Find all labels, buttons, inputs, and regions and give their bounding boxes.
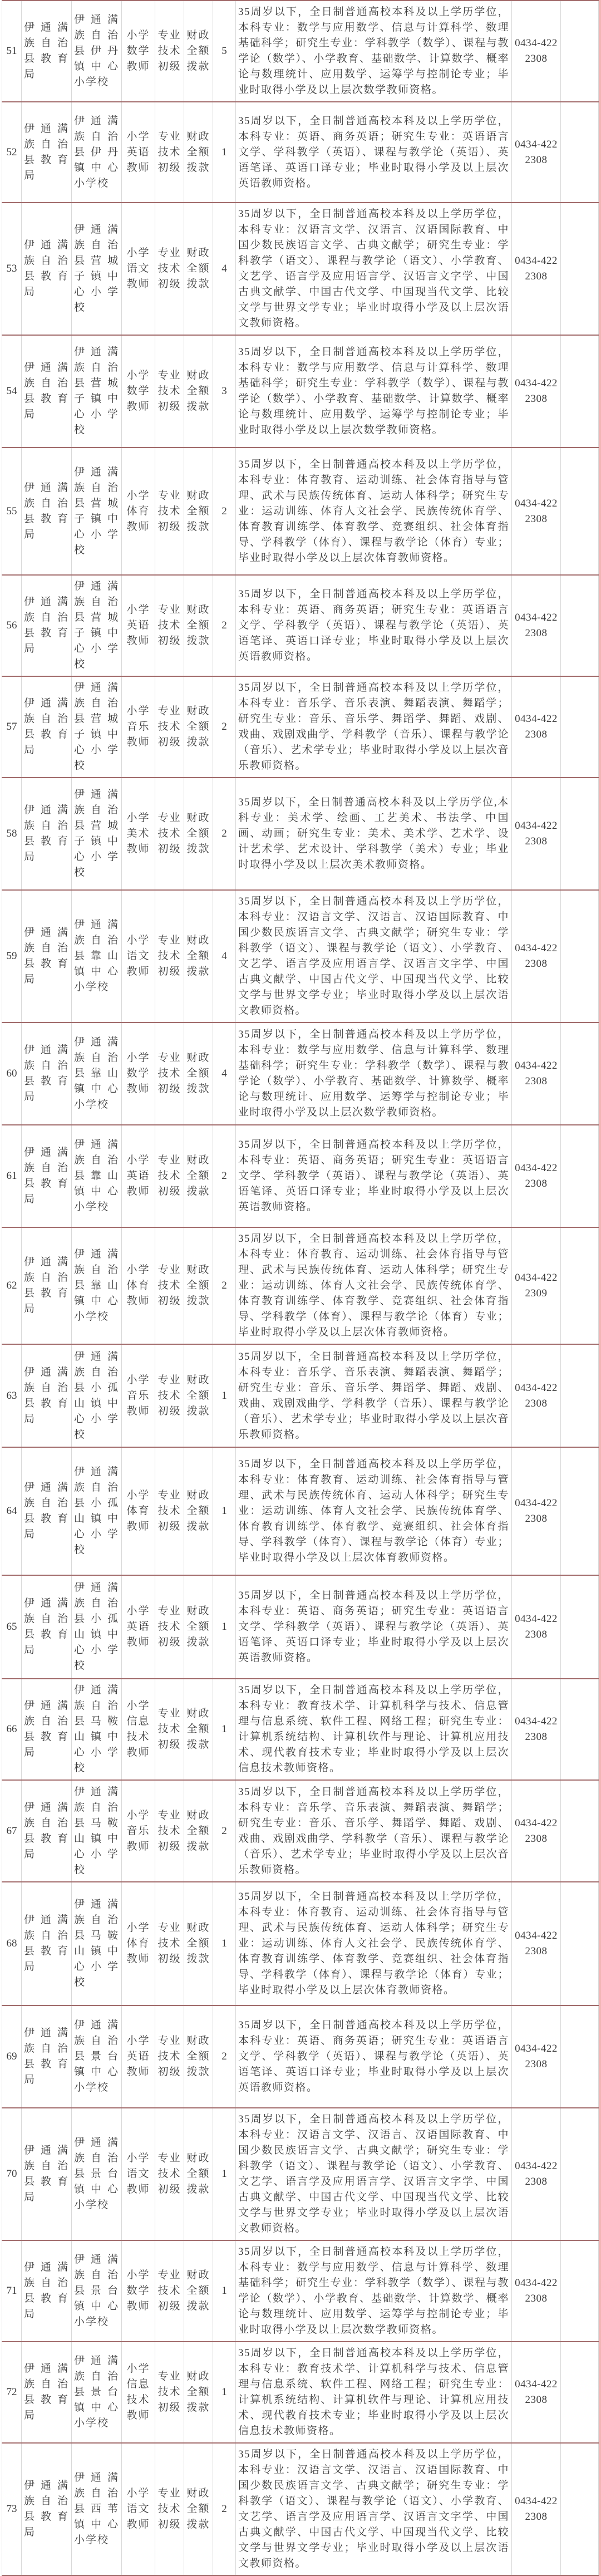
position-cell: 小学英语教师 xyxy=(122,2005,155,2108)
row-number-cell: 69 xyxy=(2,2005,22,2108)
remark-cell xyxy=(561,575,599,676)
headcount-cell: 2 xyxy=(213,778,236,890)
table-row xyxy=(2,1447,599,1575)
row-number-cell: 60 xyxy=(2,1022,22,1125)
remark-cell xyxy=(561,1780,599,1882)
requirements-cell: 35周岁以下，全日制普通高校本科及以上学历学位，本科专业：音乐学、音乐表演、舞蹈表演、舞蹈学；研究生专业：音乐、音乐学、舞蹈学、舞蹈、戏剧、戏曲、戏剧戏曲学、学科教学（音乐）、课程与教学论（音乐）、艺术学专业；毕业时取得小学及以上层次音乐教师资格。 xyxy=(236,1780,512,1882)
table-row xyxy=(2,1575,599,1679)
headcount-cell: 2 xyxy=(213,575,236,676)
row-number-cell: 65 xyxy=(2,1575,22,1679)
contact-phone-cell: 0434-4222308 xyxy=(512,2342,561,2443)
headcount-cell: 2 xyxy=(213,1780,236,1882)
employer-cell: 伊通满族自治县教育局 xyxy=(22,102,72,203)
job-category-cell: 专业技术初级 xyxy=(155,676,184,778)
table-row xyxy=(2,1344,599,1447)
funding-source-cell: 财政全额拨款 xyxy=(184,203,213,335)
job-category-cell: 专业技术初级 xyxy=(155,2443,184,2575)
job-category-cell: 专业技术初级 xyxy=(155,1,184,102)
job-category-cell: 专业技术初级 xyxy=(155,2005,184,2108)
school-cell: 伊通满族自治县景台镇中心小学校 xyxy=(72,2342,122,2443)
contact-phone-cell: 0434-4222308 xyxy=(512,203,561,335)
employer-cell: 伊通满族自治县教育局 xyxy=(22,2108,72,2240)
job-category-cell: 专业技术初级 xyxy=(155,1344,184,1447)
employer-cell: 伊通满族自治县教育局 xyxy=(22,1344,72,1447)
school-cell: 伊通满族自治县营城子镇中心小学校 xyxy=(72,575,122,676)
position-cell: 小学数学教师 xyxy=(122,2240,155,2342)
requirements-cell: 35周岁以下，全日制普通高校本科及以上学历学位，本科专业：体育教育、运动训练、社会体育指导与管理、武术与民族传统体育、运动人体科学；研究生专业：运动训练、体育人文社会学、民族传统体育学、体育教育训练学、体育教学、竞赛组织、社会体育指导、学科教学（体育）、课程与教学论（体育）专业；毕业时取得小学及以上层次体育教师资格。 xyxy=(236,1882,512,2005)
funding-source-cell: 财政全额拨款 xyxy=(184,1022,213,1125)
position-cell: 小学体育教师 xyxy=(122,1882,155,2005)
employer-cell: 伊通满族自治县教育局 xyxy=(22,1882,72,2005)
position-cell: 小学体育教师 xyxy=(122,448,155,575)
funding-source-cell: 财政全额拨款 xyxy=(184,2342,213,2443)
remark-cell xyxy=(561,2108,599,2240)
employer-cell: 伊通满族自治县教育局 xyxy=(22,1447,72,1575)
headcount-cell: 3 xyxy=(213,335,236,448)
requirements-cell: 35周岁以下，全日制普通高校本科及以上学历学位，本科专业：体育教育、运动训练、社会体育指导与管理、武术与民族传统体育、运动人体科学；研究生专业：运动训练、体育人文社会学、民族传统体育学、体育教育训练学、体育教学、竞赛组织、社会体育指导、学科教学（体育）、课程与教学论（体育）专业；毕业时取得小学及以上层次体育教师资格。 xyxy=(236,448,512,575)
remark-cell xyxy=(561,102,599,203)
position-cell: 小学英语教师 xyxy=(122,102,155,203)
contact-phone-cell: 0434-4222308 xyxy=(512,1447,561,1575)
school-cell: 伊通满族自治县景台镇中心小学校 xyxy=(72,2005,122,2108)
remark-cell xyxy=(561,1227,599,1344)
school-cell: 伊通满族自治县靠山镇中心小学校 xyxy=(72,890,122,1022)
school-cell: 伊通满族自治县小孤山镇中心小学校 xyxy=(72,1344,122,1447)
contact-phone-cell: 0434-4222308 xyxy=(512,1344,561,1447)
row-number-cell: 64 xyxy=(2,1447,22,1575)
recruitment-positions-table xyxy=(2,0,599,2576)
employer-cell: 伊通满族自治县教育局 xyxy=(22,890,72,1022)
remark-cell xyxy=(561,1344,599,1447)
headcount-cell: 1 xyxy=(213,1575,236,1679)
headcount-cell: 1 xyxy=(213,102,236,203)
table-body xyxy=(2,1,599,2575)
row-number-cell: 68 xyxy=(2,1882,22,2005)
job-category-cell: 专业技术初级 xyxy=(155,102,184,203)
school-cell: 伊通满族自治县西苇镇中心小学校 xyxy=(72,2443,122,2575)
requirements-cell: 35周岁以下，全日制普通高校本科及以上学历学位，本科专业：汉语言文学、汉语言、汉语国际教育、中国少数民族语言文学、古典文献学；研究生专业：学科教学（语文）、课程与教学论（语文）、小学教育、文艺学、语言学及应用语言学、汉语言文字学、中国古典文献学、中国古代文学、中国现当代文学、比较文学与世界文学专业；毕业时取得小学及以上层次语文教师资格。 xyxy=(236,2108,512,2240)
headcount-cell: 2 xyxy=(213,2443,236,2575)
table-row xyxy=(2,2443,599,2575)
requirements-cell: 35周岁以下，全日制普通高校本科及以上学历学位，本科专业：体育教育、运动训练、社会体育指导与管理、武术与民族传统体育、运动人体科学；研究生专业：运动训练、体育人文社会学、民族传统体育学、体育教育训练学、体育教学、竞赛组织、社会体育指导、学科教学（体育）、课程与教学论（体育）专业；毕业时取得小学及以上层次体育教师资格。 xyxy=(236,1447,512,1575)
contact-phone-cell: 0434-4222308 xyxy=(512,1575,561,1679)
job-category-cell: 专业技术初级 xyxy=(155,1780,184,1882)
requirements-cell: 35周岁以下，全日制普通高校本科及以上学历学位，本科专业：英语、商务英语；研究生专业：英语语言文学、学科教学（英语）、课程与教学论（英语）、英语笔译、英语口译专业；毕业时取得小学及以上层次英语教师资格。 xyxy=(236,1125,512,1227)
table-row xyxy=(2,2005,599,2108)
employer-cell: 伊通满族自治县教育局 xyxy=(22,1125,72,1227)
employer-cell: 伊通满族自治县教育局 xyxy=(22,1022,72,1125)
position-cell: 小学音乐教师 xyxy=(122,1344,155,1447)
row-number-cell: 54 xyxy=(2,335,22,448)
position-cell: 小学信息技术教师 xyxy=(122,1679,155,1780)
table-row xyxy=(2,1679,599,1780)
school-cell: 伊通满族自治县伊丹镇中心小学校 xyxy=(72,1,122,102)
funding-source-cell: 财政全额拨款 xyxy=(184,676,213,778)
requirements-cell: 35周岁以下，全日制普通高校本科及以上学历学位，本科专业：音乐学、音乐表演、舞蹈表演、舞蹈学；研究生专业：音乐、音乐学、舞蹈学、舞蹈、戏剧、戏曲、戏剧戏曲学、学科教学（音乐）、课程与教学论（音乐）、艺术学专业；毕业时取得小学及以上层次音乐教师资格。 xyxy=(236,1344,512,1447)
headcount-cell: 1 xyxy=(213,1344,236,1447)
requirements-cell: 35周岁以下，全日制普通高校本科及以上学历学位，本科专业：汉语言文学、汉语言、汉语国际教育、中国少数民族语言文学、古典文献学；研究生专业：学科教学（语文）、课程与教学论（语文）、小学教育、文艺学、语言学及应用语言学、汉语言文字学、中国古典文献学、中国古代文学、中国现当代文学、比较文学与世界文学专业；毕业时取得小学及以上层次语文教师资格。 xyxy=(236,2443,512,2575)
contact-phone-cell: 0434-4222308 xyxy=(512,2005,561,2108)
table-row xyxy=(2,203,599,335)
row-number-cell: 52 xyxy=(2,102,22,203)
funding-source-cell: 财政全额拨款 xyxy=(184,778,213,890)
table-row xyxy=(2,1882,599,2005)
table-row xyxy=(2,1,599,102)
row-number-cell: 66 xyxy=(2,1679,22,1780)
position-cell: 小学语文教师 xyxy=(122,2108,155,2240)
requirements-cell: 35周岁以下，全日制普通高校本科及以上学历学位，本科专业：数学与应用数学、信息与计算科学、数理基础科学；研究生专业：学科教学（数学）、课程与教学论（数学）、小学教育、基础数学、计算数学、概率论与数理统计、应用数学、运筹学与控制论专业；毕业时取得小学及以上层次数学教师资格。 xyxy=(236,1,512,102)
headcount-cell: 2 xyxy=(213,676,236,778)
school-cell: 伊通满族自治县营城子镇中心小学校 xyxy=(72,778,122,890)
contact-phone-cell: 0434-4222309 xyxy=(512,1227,561,1344)
row-number-cell: 57 xyxy=(2,676,22,778)
row-number-cell: 51 xyxy=(2,1,22,102)
job-category-cell: 专业技术初级 xyxy=(155,335,184,448)
requirements-cell: 35周岁以下，全日制普通高校本科及以上学历学位，本科专业：数学与应用数学、信息与计算科学、数理基础科学；研究生专业：学科教学（数学）、课程与教学论（数学）、小学教育、基础数学、计算数学、概率论与数理统计、应用数学、运筹学与控制论专业；毕业时取得小学及以上层次数学教师资格。 xyxy=(236,2240,512,2342)
remark-cell xyxy=(561,2342,599,2443)
headcount-cell: 1 xyxy=(213,2108,236,2240)
funding-source-cell: 财政全额拨款 xyxy=(184,1679,213,1780)
table-row xyxy=(2,2108,599,2240)
funding-source-cell: 财政全额拨款 xyxy=(184,2443,213,2575)
job-category-cell: 专业技术初级 xyxy=(155,1227,184,1344)
contact-phone-cell: 0434-4222308 xyxy=(512,2443,561,2575)
table-row xyxy=(2,1022,599,1125)
remark-cell xyxy=(561,448,599,575)
remark-cell xyxy=(561,890,599,1022)
headcount-cell: 1 xyxy=(213,1447,236,1575)
employer-cell: 伊通满族自治县教育局 xyxy=(22,2342,72,2443)
remark-cell xyxy=(561,1,599,102)
school-cell: 伊通满族自治县马鞍山镇中心小学校 xyxy=(72,1882,122,2005)
requirements-cell: 35周岁以下，全日制普通高校本科及以上学历学位,本科专业：美术学、绘画、工艺美术、书法学、中国画、动画；研究生专业：美术、美术学、艺术学、设计艺术学、艺术设计、学科教学（美术）专业；毕业时取得小学及以上层次美术教师资格。 xyxy=(236,778,512,890)
employer-cell: 伊通满族自治县教育局 xyxy=(22,2443,72,2575)
funding-source-cell: 财政全额拨款 xyxy=(184,448,213,575)
contact-phone-cell: 0434-4222308 xyxy=(512,102,561,203)
requirements-cell: 35周岁以下，全日制普通高校本科及以上学历学位，本科专业：英语、商务英语；研究生专业：英语语言文学、学科教学（英语）、课程与教学论（英语）、英语笔译、英语口译专业；毕业时取得小学及以上层次英语教师资格。 xyxy=(236,575,512,676)
row-number-cell: 56 xyxy=(2,575,22,676)
employer-cell: 伊通满族自治县教育局 xyxy=(22,1575,72,1679)
headcount-cell: 1 xyxy=(213,2240,236,2342)
contact-phone-cell: 0434-4222308 xyxy=(512,890,561,1022)
employer-cell: 伊通满族自治县教育局 xyxy=(22,778,72,890)
row-number-cell: 59 xyxy=(2,890,22,1022)
remark-cell xyxy=(561,2005,599,2108)
row-number-cell: 73 xyxy=(2,2443,22,2575)
school-cell: 伊通满族自治县小孤山镇中心小学校 xyxy=(72,1447,122,1575)
table-row xyxy=(2,778,599,890)
job-category-cell: 专业技术初级 xyxy=(155,778,184,890)
table-row xyxy=(2,1125,599,1227)
school-cell: 伊通满族自治县靠山镇中心小学校 xyxy=(72,1227,122,1344)
funding-source-cell: 财政全额拨款 xyxy=(184,2005,213,2108)
headcount-cell: 2 xyxy=(213,448,236,575)
employer-cell: 伊通满族自治县教育局 xyxy=(22,1679,72,1780)
employer-cell: 伊通满族自治县教育局 xyxy=(22,575,72,676)
school-cell: 伊通满族自治县景台镇中心小学校 xyxy=(72,2240,122,2342)
row-number-cell: 55 xyxy=(2,448,22,575)
position-cell: 小学数学教师 xyxy=(122,1,155,102)
position-cell: 小学信息技术教师 xyxy=(122,2342,155,2443)
employer-cell: 伊通满族自治县教育局 xyxy=(22,335,72,448)
position-cell: 小学数学教师 xyxy=(122,1022,155,1125)
contact-phone-cell: 0434-4222308 xyxy=(512,1022,561,1125)
position-cell: 小学体育教师 xyxy=(122,1227,155,1344)
funding-source-cell: 财政全额拨款 xyxy=(184,575,213,676)
row-number-cell: 63 xyxy=(2,1344,22,1447)
table-row xyxy=(2,448,599,575)
job-category-cell: 专业技术初级 xyxy=(155,890,184,1022)
row-number-cell: 67 xyxy=(2,1780,22,1882)
position-cell: 小学语文教师 xyxy=(122,2443,155,2575)
remark-cell xyxy=(561,676,599,778)
headcount-cell: 2 xyxy=(213,1227,236,1344)
contact-phone-cell: 0434-4222308 xyxy=(512,1,561,102)
table-row xyxy=(2,335,599,448)
contact-phone-cell: 0434-4222308 xyxy=(512,335,561,448)
remark-cell xyxy=(561,203,599,335)
position-cell: 小学英语教师 xyxy=(122,1575,155,1679)
funding-source-cell: 财政全额拨款 xyxy=(184,102,213,203)
requirements-cell: 35周岁以下，全日制普通高校本科及以上学历学位，本科专业：英语、商务英语；研究生专业：英语语言文学、学科教学（英语）、课程与教学论（英语）、英语笔译、英语口译专业；毕业时取得小学及以上层次英语教师资格。 xyxy=(236,102,512,203)
requirements-cell: 35周岁以下，全日制普通高校本科及以上学历学位，本科专业：音乐学、音乐表演、舞蹈表演、舞蹈学；研究生专业：音乐、音乐学、舞蹈学、舞蹈、戏剧、戏曲、戏剧戏曲学、学科教学（音乐）、课程与教学论（音乐）、艺术学专业；毕业时取得小学及以上层次音乐教师资格。 xyxy=(236,676,512,778)
table-row xyxy=(2,1227,599,1344)
contact-phone-cell: 0434-4222308 xyxy=(512,778,561,890)
employer-cell: 伊通满族自治县教育局 xyxy=(22,448,72,575)
remark-cell xyxy=(561,2240,599,2342)
employer-cell: 伊通满族自治县教育局 xyxy=(22,2240,72,2342)
funding-source-cell: 财政全额拨款 xyxy=(184,2240,213,2342)
headcount-cell: 1 xyxy=(213,1882,236,2005)
contact-phone-cell: 0434-4222308 xyxy=(512,448,561,575)
funding-source-cell: 财政全额拨款 xyxy=(184,1,213,102)
requirements-cell: 35周岁以下，全日制普通高校本科及以上学历学位，本科专业：教育技术学、计算机科学与技术、信息管理与信息系统、软件工程、网络工程；研究生专业：计算机系统结构、计算机软件与理论、计算机应用技术、现代教育技术专业；毕业时取得小学及以上层次信息技术教师资格。 xyxy=(236,1679,512,1780)
funding-source-cell: 财政全额拨款 xyxy=(184,1780,213,1882)
job-category-cell: 专业技术初级 xyxy=(155,1882,184,2005)
employer-cell: 伊通满族自治县教育局 xyxy=(22,203,72,335)
contact-phone-cell: 0434-4222308 xyxy=(512,1125,561,1227)
job-category-cell: 专业技术初级 xyxy=(155,1022,184,1125)
table-row xyxy=(2,676,599,778)
contact-phone-cell: 0434-4222308 xyxy=(512,2108,561,2240)
job-category-cell: 专业技术初级 xyxy=(155,203,184,335)
row-number-cell: 72 xyxy=(2,2342,22,2443)
contact-phone-cell: 0434-4222308 xyxy=(512,1780,561,1882)
job-category-cell: 专业技术初级 xyxy=(155,2108,184,2240)
funding-source-cell: 财政全额拨款 xyxy=(184,890,213,1022)
position-cell: 小学语文教师 xyxy=(122,203,155,335)
headcount-cell: 1 xyxy=(213,2342,236,2443)
job-category-cell: 专业技术初级 xyxy=(155,575,184,676)
school-cell: 伊通满族自治县营城子镇中心小学校 xyxy=(72,203,122,335)
funding-source-cell: 财政全额拨款 xyxy=(184,1882,213,2005)
school-cell: 伊通满族自治县营城子镇中心小学校 xyxy=(72,335,122,448)
headcount-cell: 4 xyxy=(213,203,236,335)
funding-source-cell: 财政全额拨款 xyxy=(184,1447,213,1575)
table-row xyxy=(2,890,599,1022)
employer-cell: 伊通满族自治县教育局 xyxy=(22,2005,72,2108)
table-row xyxy=(2,2240,599,2342)
position-cell: 小学音乐教师 xyxy=(122,1780,155,1882)
requirements-cell: 35周岁以下，全日制普通高校本科及以上学历学位，本科专业：教育技术学、计算机科学与技术、信息管理与信息系统、软件工程、网络工程；研究生专业：计算机系统结构、计算机软件与理论、计算机应用技术、现代教育技术专业；毕业时取得小学及以上层次信息技术教师资格。 xyxy=(236,2342,512,2443)
position-cell: 小学英语教师 xyxy=(122,575,155,676)
remark-cell xyxy=(561,1882,599,2005)
row-number-cell: 70 xyxy=(2,2108,22,2240)
requirements-cell: 35周岁以下，全日制普通高校本科及以上学历学位，本科专业：数学与应用数学、信息与计算科学、数理基础科学；研究生专业：学科教学（数学）、课程与教学论（数学）、小学教育、基础数学、计算数学、概率论与数理统计、应用数学、运筹学与控制论专业；毕业时取得小学及以上层次数学教师资格。 xyxy=(236,335,512,448)
employer-cell: 伊通满族自治县教育局 xyxy=(22,676,72,778)
job-category-cell: 专业技术初级 xyxy=(155,2342,184,2443)
job-category-cell: 专业技术初级 xyxy=(155,2240,184,2342)
job-category-cell: 专业技术初级 xyxy=(155,1447,184,1575)
row-number-cell: 53 xyxy=(2,203,22,335)
position-cell: 小学数学教师 xyxy=(122,335,155,448)
table-row xyxy=(2,575,599,676)
school-cell: 伊通满族自治县景台镇中心小学校 xyxy=(72,2108,122,2240)
requirements-cell: 35周岁以下，全日制普通高校本科及以上学历学位，本科专业：英语、商务英语；研究生专业：英语语言文学、学科教学（英语）、课程与教学论（英语）、英语笔译、英语口译专业；毕业时取得小学及以上层次英语教师资格。 xyxy=(236,2005,512,2108)
school-cell: 伊通满族自治县营城子镇中心小学校 xyxy=(72,448,122,575)
school-cell: 伊通满族自治县小孤山镇中心小学校 xyxy=(72,1575,122,1679)
headcount-cell: 4 xyxy=(213,890,236,1022)
headcount-cell: 2 xyxy=(213,2005,236,2108)
school-cell: 伊通满族自治县伊丹镇中心小学校 xyxy=(72,102,122,203)
remark-cell xyxy=(561,1022,599,1125)
table-row xyxy=(2,2342,599,2443)
remark-cell xyxy=(561,1125,599,1227)
remark-cell xyxy=(561,778,599,890)
position-cell: 小学体育教师 xyxy=(122,1447,155,1575)
row-number-cell: 71 xyxy=(2,2240,22,2342)
table-row xyxy=(2,1780,599,1882)
headcount-cell: 5 xyxy=(213,1,236,102)
job-category-cell: 专业技术初级 xyxy=(155,1125,184,1227)
headcount-cell: 4 xyxy=(213,1022,236,1125)
headcount-cell: 2 xyxy=(213,1125,236,1227)
contact-phone-cell: 0434-4222308 xyxy=(512,1679,561,1780)
job-category-cell: 专业技术初级 xyxy=(155,448,184,575)
requirements-cell: 35周岁以下，全日制普通高校本科及以上学历学位，本科专业：数学与应用数学、信息与计算科学、数理基础科学；研究生专业：学科教学（数学）、课程与教学论（数学）、小学教育、基础数学、计算数学、概率论与数理统计、应用数学、运筹学与控制论专业；毕业时取得小学及以上层次数学教师资格。 xyxy=(236,1022,512,1125)
school-cell: 伊通满族自治县靠山镇中心小学校 xyxy=(72,1125,122,1227)
row-number-cell: 58 xyxy=(2,778,22,890)
contact-phone-cell: 0434-4222308 xyxy=(512,1882,561,2005)
row-number-cell: 61 xyxy=(2,1125,22,1227)
requirements-cell: 35周岁以下，全日制普通高校本科及以上学历学位，本科专业：英语、商务英语；研究生专业：英语语言文学、学科教学（英语）、课程与教学论（英语）、英语笔译、英语口译专业；毕业时取得小学及以上层次英语教师资格。 xyxy=(236,1575,512,1679)
contact-phone-cell: 0434-4222308 xyxy=(512,676,561,778)
remark-cell xyxy=(561,1575,599,1679)
contact-phone-cell: 0434-4222308 xyxy=(512,2240,561,2342)
school-cell: 伊通满族自治县靠山镇中心小学校 xyxy=(72,1022,122,1125)
employer-cell: 伊通满族自治县教育局 xyxy=(22,1,72,102)
remark-cell xyxy=(561,335,599,448)
requirements-cell: 35周岁以下，全日制普通高校本科及以上学历学位，本科专业：体育教育、运动训练、社会体育指导与管理、武术与民族传统体育、运动人体科学；研究生专业：运动训练、体育人文社会学、民族传统体育学、体育教育训练学、体育教学、竞赛组织、社会体育指导、学科教学（体育）、课程与教学论（体育）专业；毕业时取得小学及以上层次体育教师资格。 xyxy=(236,1227,512,1344)
funding-source-cell: 财政全额拨款 xyxy=(184,1125,213,1227)
funding-source-cell: 财政全额拨款 xyxy=(184,335,213,448)
job-category-cell: 专业技术初级 xyxy=(155,1679,184,1780)
employer-cell: 伊通满族自治县教育局 xyxy=(22,1227,72,1344)
headcount-cell: 1 xyxy=(213,1679,236,1780)
position-cell: 小学音乐教师 xyxy=(122,676,155,778)
remark-cell xyxy=(561,2443,599,2575)
position-cell: 小学语文教师 xyxy=(122,890,155,1022)
job-category-cell: 专业技术初级 xyxy=(155,1575,184,1679)
funding-source-cell: 财政全额拨款 xyxy=(184,2108,213,2240)
school-cell: 伊通满族自治县马鞍山镇中心小学校 xyxy=(72,1780,122,1882)
funding-source-cell: 财政全额拨款 xyxy=(184,1344,213,1447)
remark-cell xyxy=(561,1447,599,1575)
requirements-cell: 35周岁以下，全日制普通高校本科及以上学历学位，本科专业：汉语言文学、汉语言、汉语国际教育、中国少数民族语言文学、古典文献学；研究生专业：学科教学（语文）、课程与教学论（语文）、小学教育、文艺学、语言学及应用语言学、汉语言文字学、中国古典文献学、中国古代文学、中国现当代文学、比较文学与世界文学专业；毕业时取得小学及以上层次语文教师资格。 xyxy=(236,890,512,1022)
employer-cell: 伊通满族自治县教育局 xyxy=(22,1780,72,1882)
table-row xyxy=(2,102,599,203)
contact-phone-cell: 0434-4222308 xyxy=(512,575,561,676)
remark-cell xyxy=(561,1679,599,1780)
row-number-cell: 62 xyxy=(2,1227,22,1344)
position-cell: 小学美术教师 xyxy=(122,778,155,890)
funding-source-cell: 财政全额拨款 xyxy=(184,1227,213,1344)
school-cell: 伊通满族自治县马鞍山镇中心小学校 xyxy=(72,1679,122,1780)
school-cell: 伊通满族自治县营城子镇中心小学校 xyxy=(72,676,122,778)
position-cell: 小学英语教师 xyxy=(122,1125,155,1227)
requirements-cell: 35周岁以下，全日制普通高校本科及以上学历学位，本科专业：汉语言文学、汉语言、汉语国际教育、中国少数民族语言文学、古典文献学；研究生专业：学科教学（语文）、课程与教学论（语文）、小学教育、文艺学、语言学及应用语言学、汉语言文字学、中国古典文献学、中国古代文学、中国现当代文学、比较文学与世界文学专业；毕业时取得小学及以上层次语文教师资格。 xyxy=(236,203,512,335)
funding-source-cell: 财政全额拨款 xyxy=(184,1575,213,1679)
